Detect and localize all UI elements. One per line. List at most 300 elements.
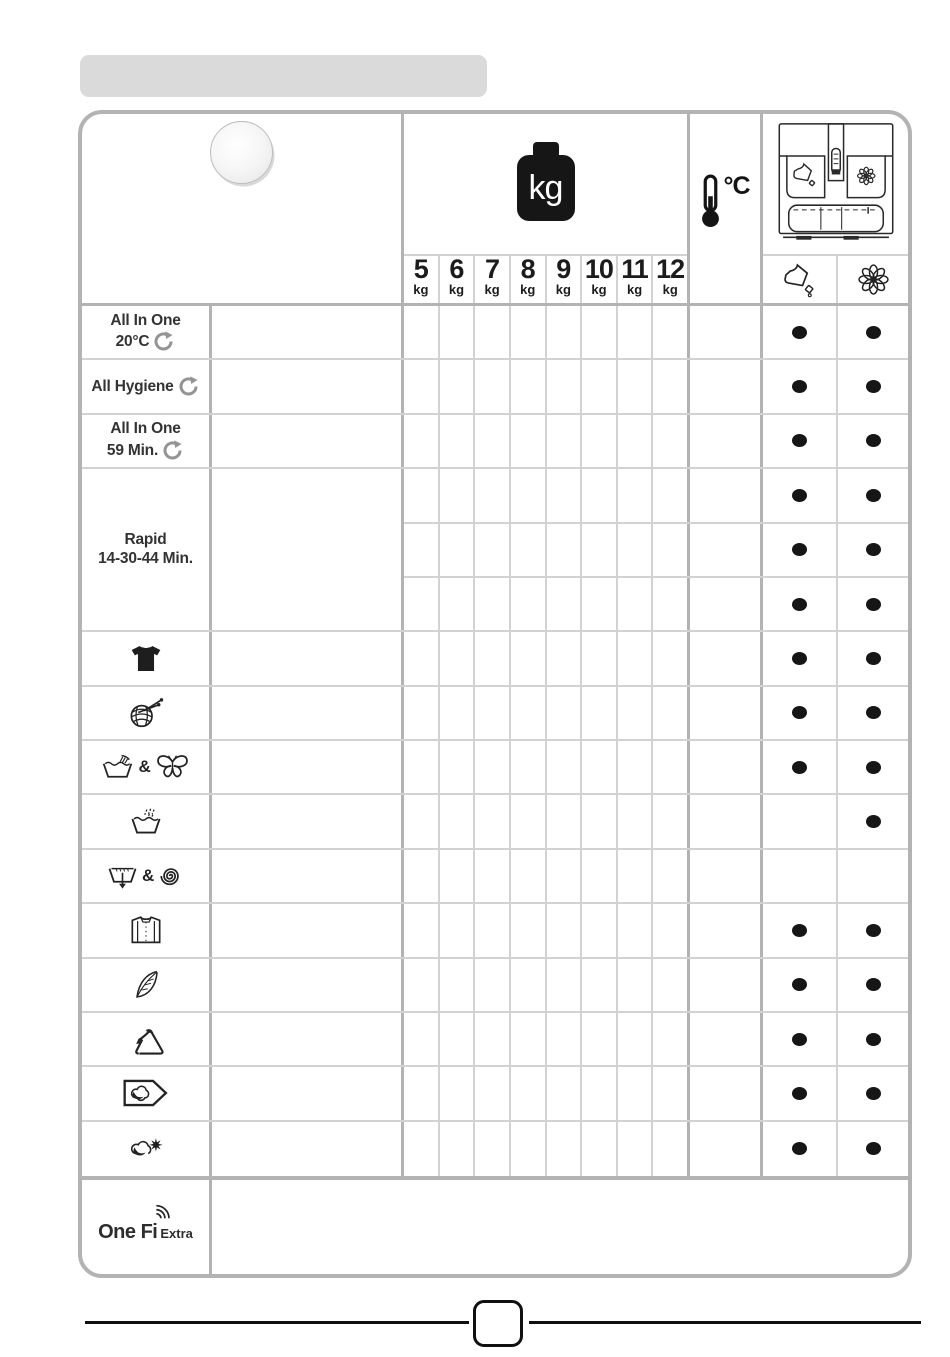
softener-cell: [838, 687, 908, 739]
ampersand-joiner: &: [138, 757, 151, 777]
load-cell: [582, 741, 618, 793]
program-description-cotton-star: [212, 1122, 404, 1176]
load-capacity-header: [404, 114, 690, 303]
drawer-liquid-detergent-cup-icon: [793, 164, 814, 186]
load-cell: [618, 795, 654, 847]
capacity-value: 5: [413, 254, 428, 285]
load-cell: [653, 1067, 687, 1119]
temperature-cell: [690, 360, 763, 412]
program-row-delicates: [82, 741, 908, 795]
softener-dot: [866, 380, 881, 393]
program-description-drain-spin: [212, 850, 404, 902]
program-label-wool: [82, 687, 212, 739]
program-label-cotton-star: [82, 1122, 212, 1176]
program-label-all-hygiene: [82, 360, 212, 412]
capacity-column-6kg: [440, 256, 476, 303]
capacity-column-8kg: [511, 256, 547, 303]
load-cell: [547, 687, 583, 739]
load-cell: [618, 741, 654, 793]
load-cell: [511, 469, 547, 521]
load-cell: [404, 959, 440, 1011]
program-table: [78, 110, 912, 1278]
detergent-column-header: [763, 114, 908, 303]
load-cell: [475, 1013, 511, 1065]
one-fi-label: One Fi: [98, 1220, 158, 1243]
temperature-cell: [690, 415, 763, 467]
load-cell: [653, 632, 687, 684]
program-label-line: 59 Min.: [107, 439, 184, 462]
program-description-delicates: [212, 741, 404, 793]
rapid-sub-row: [404, 469, 908, 523]
load-cell: [653, 524, 687, 576]
detergent-dot: [792, 1142, 807, 1155]
temperature-cell: [690, 904, 763, 956]
load-cell: [511, 1067, 547, 1119]
capacity-column-10kg: [582, 256, 618, 303]
liquid-detergent-cell: [763, 1122, 838, 1176]
program-row-rapid: [82, 469, 908, 632]
load-cell: [475, 741, 511, 793]
softener-cell: [838, 1013, 908, 1065]
program-row-cotton-star: [82, 1122, 908, 1176]
load-cell: [582, 1067, 618, 1119]
footer-rule-left: [85, 1321, 469, 1324]
load-cell: [618, 578, 654, 630]
load-cell: [653, 959, 687, 1011]
load-cell: [547, 1067, 583, 1119]
load-cell: [404, 1067, 440, 1119]
load-cells: [404, 904, 690, 956]
temperature-cell: [690, 850, 763, 902]
load-cell: [547, 850, 583, 902]
capacity-value: 8: [520, 254, 535, 285]
program-row-synthetics: [82, 1013, 908, 1067]
softener-dot: [866, 326, 881, 339]
softener-column-header: [838, 256, 908, 303]
capacity-value: 7: [485, 254, 500, 285]
softener-cell: [838, 306, 908, 358]
load-cell: [618, 469, 654, 521]
detergent-dot: [792, 978, 807, 991]
detergent-drawer-diagram: [763, 114, 908, 256]
capacity-value: 11: [621, 254, 648, 285]
rinse-tub-icon: [129, 807, 163, 836]
load-cell: [404, 578, 440, 630]
detergent-dot: [792, 543, 807, 556]
load-cells: [404, 306, 690, 358]
load-cell: [440, 415, 476, 467]
load-cell: [582, 632, 618, 684]
load-cell: [653, 904, 687, 956]
load-cell: [582, 469, 618, 521]
page-number-box: [473, 1300, 523, 1347]
softener-cell: [838, 578, 908, 630]
detergent-dot: [792, 652, 807, 665]
load-cells: [404, 1067, 690, 1119]
load-cell: [440, 469, 476, 521]
program-row-rinse: [82, 795, 908, 849]
program-column-header: [82, 114, 404, 303]
softener-dot: [866, 1087, 881, 1100]
program-label-down: [82, 959, 212, 1011]
softener-dot: [866, 652, 881, 665]
handwash-tub-icon: [101, 754, 134, 780]
load-cell: [440, 306, 476, 358]
temperature-cell: [690, 306, 763, 358]
load-cell: [404, 904, 440, 956]
load-cell: [582, 306, 618, 358]
load-cell: [547, 360, 583, 412]
softener-dot: [866, 1033, 881, 1046]
program-row-shirts: [82, 904, 908, 958]
load-cell: [475, 632, 511, 684]
load-cell: [404, 469, 440, 521]
load-cell: [440, 524, 476, 576]
load-cell: [618, 1013, 654, 1065]
capacity-unit: kg: [591, 281, 607, 297]
program-row-drain-spin: [82, 850, 908, 904]
softener-cell: [838, 469, 908, 521]
softener-cell: [838, 415, 908, 467]
capacity-unit: kg: [662, 281, 678, 297]
drawer-softener-flower-icon: [857, 167, 874, 184]
load-cell: [404, 415, 440, 467]
load-cells: [404, 524, 690, 576]
program-description-rinse: [212, 795, 404, 847]
load-cell: [440, 632, 476, 684]
softener-dot: [866, 543, 881, 556]
liquid-detergent-cell: [763, 795, 838, 847]
load-cell: [475, 959, 511, 1011]
detergent-dot: [792, 1087, 807, 1100]
capacity-unit: kg: [413, 281, 429, 297]
softener-dot: [866, 598, 881, 611]
load-cell: [440, 795, 476, 847]
program-label-line: 20°C: [116, 330, 176, 353]
load-cell: [475, 360, 511, 412]
load-cell: [475, 469, 511, 521]
liquid-detergent-cell: [763, 306, 838, 358]
load-cell: [582, 795, 618, 847]
detergent-dot: [792, 489, 807, 502]
capacity-column-5kg: [404, 256, 440, 303]
rotate-arrow-icon: [161, 439, 184, 462]
program-label-all-in-one-59: [82, 415, 212, 467]
capacity-column-9kg: [547, 256, 583, 303]
load-cell: [582, 578, 618, 630]
temperature-cell: [690, 1122, 763, 1176]
load-cells: [404, 632, 690, 684]
celsius-label: °C: [723, 172, 750, 200]
rotate-arrow-icon: [177, 375, 200, 398]
capacity-unit: kg: [448, 281, 465, 297]
program-label-shirts: [82, 904, 212, 956]
load-cell: [618, 632, 654, 684]
program-label-rapid: [82, 469, 212, 630]
load-cell: [475, 578, 511, 630]
program-label-synthetics: [82, 1013, 212, 1065]
load-cell: [582, 524, 618, 576]
capacity-unit: kg: [626, 281, 643, 297]
program-description-wool: [212, 687, 404, 739]
detergent-dot: [792, 380, 807, 393]
dark-tshirt-icon: [129, 644, 163, 673]
load-cell: [440, 687, 476, 739]
temperature-cell: [690, 524, 763, 576]
program-label-rinse: [82, 795, 212, 847]
ampersand-joiner: &: [141, 865, 155, 885]
load-cell: [404, 1013, 440, 1065]
temperature-cell: [690, 1067, 763, 1119]
spin-spiral-icon: [158, 863, 184, 889]
rapid-sub-rows: [404, 469, 908, 630]
load-cell: [404, 1122, 440, 1176]
liquid-detergent-cell: [763, 1067, 838, 1119]
program-row-wool: [82, 687, 908, 741]
load-cell: [547, 741, 583, 793]
load-cell: [547, 795, 583, 847]
load-cell: [440, 1067, 476, 1119]
temperature-column-header: [690, 114, 763, 303]
load-cell: [653, 687, 687, 739]
temperature-cell: [690, 632, 763, 684]
load-cells: [404, 687, 690, 739]
softener-flower-icon: [856, 262, 891, 297]
capacity-value: 10: [584, 254, 613, 285]
load-cell: [511, 959, 547, 1011]
kg-weight-body: [517, 155, 575, 221]
one-fi-extra-description-cell: [212, 1180, 908, 1274]
softener-dot: [866, 761, 881, 774]
program-label-line: All In One: [110, 311, 181, 329]
program-description-cotton-eco: [212, 1067, 404, 1119]
softener-cell: [838, 741, 908, 793]
detergent-dot: [792, 924, 807, 937]
load-cell: [475, 306, 511, 358]
program-description-all-in-one-59: [212, 415, 404, 467]
load-cell: [511, 850, 547, 902]
load-cell: [653, 415, 687, 467]
load-cell: [404, 524, 440, 576]
capacity-value: 12: [656, 254, 685, 285]
load-cell: [440, 904, 476, 956]
liquid-detergent-cell: [763, 415, 838, 467]
softener-cell: [838, 904, 908, 956]
liquid-detergent-cell: [763, 850, 838, 902]
rapid-sub-row: [404, 578, 908, 630]
load-cell: [653, 795, 687, 847]
synthetics-triangle-icon: [127, 1022, 165, 1057]
load-cell: [547, 632, 583, 684]
program-label-all-in-one-20: [82, 306, 212, 358]
program-description-down: [212, 959, 404, 1011]
shirt-outline-icon: [128, 915, 164, 945]
cotton-eco-arrow-icon: [122, 1078, 169, 1108]
load-cell: [404, 306, 440, 358]
load-cell: [404, 687, 440, 739]
load-cell: [547, 904, 583, 956]
load-cell: [618, 959, 654, 1011]
load-cell: [475, 850, 511, 902]
program-description-all-in-one-20: [212, 306, 404, 358]
load-cell: [582, 904, 618, 956]
detergent-dot: [792, 1033, 807, 1046]
load-cell: [440, 1013, 476, 1065]
program-label-line: All In One: [110, 420, 181, 438]
temperature-cell: [690, 1013, 763, 1065]
load-cell: [511, 687, 547, 739]
load-cell: [475, 415, 511, 467]
capacity-column-7kg: [475, 256, 511, 303]
softener-cell: [838, 524, 908, 576]
load-cell: [475, 1067, 511, 1119]
load-cell: [653, 850, 687, 902]
detergent-dot: [792, 761, 807, 774]
liquid-detergent-cell: [763, 360, 838, 412]
load-cell: [404, 632, 440, 684]
program-label-darks: [82, 632, 212, 684]
liquid-detergent-cell: [763, 1013, 838, 1065]
liquid-detergent-cell: [763, 904, 838, 956]
softener-cell: [838, 959, 908, 1011]
load-cell: [440, 360, 476, 412]
load-cell: [511, 1122, 547, 1176]
load-cell: [404, 360, 440, 412]
program-row-cotton-eco: [82, 1067, 908, 1121]
load-cell: [404, 795, 440, 847]
load-cells: [404, 795, 690, 847]
softener-dot: [866, 1142, 881, 1155]
softener-cell: [838, 1067, 908, 1119]
load-cells: [404, 360, 690, 412]
capacity-column-12kg: [653, 256, 687, 303]
load-cell: [511, 795, 547, 847]
load-cell: [404, 850, 440, 902]
load-cell: [547, 415, 583, 467]
load-cells: [404, 469, 690, 521]
program-description-shirts: [212, 904, 404, 956]
softener-cell: [838, 795, 908, 847]
load-cell: [547, 469, 583, 521]
load-cell: [582, 1122, 618, 1176]
load-cell: [653, 306, 687, 358]
temperature-cell: [690, 959, 763, 1011]
extra-label: Extra: [160, 1225, 193, 1241]
load-cell: [440, 578, 476, 630]
load-cell: [653, 1122, 687, 1176]
load-cell: [582, 687, 618, 739]
load-cells: [404, 578, 690, 630]
load-cell: [511, 306, 547, 358]
cotton-boll-star-icon: [127, 1134, 165, 1164]
softener-dot: [866, 434, 881, 447]
kg-badge-label: kg: [528, 169, 563, 207]
kg-weight-icon: [517, 142, 575, 232]
program-label-line: Rapid: [124, 531, 167, 549]
load-cell: [547, 306, 583, 358]
program-description-synthetics: [212, 1013, 404, 1065]
load-cell: [618, 850, 654, 902]
capacity-column-11kg: [618, 256, 654, 303]
liquid-detergent-column-header: [763, 256, 838, 303]
load-cell: [618, 415, 654, 467]
detergent-subcolumns: [763, 256, 908, 303]
load-cell: [653, 1013, 687, 1065]
load-cell: [511, 578, 547, 630]
temperature-cell: [690, 469, 763, 521]
load-cell: [582, 360, 618, 412]
load-cell: [475, 795, 511, 847]
capacity-unit: kg: [520, 281, 536, 297]
load-cells: [404, 959, 690, 1011]
load-cell: [618, 360, 654, 412]
softener-dot: [866, 706, 881, 719]
capacity-unit: kg: [484, 281, 500, 297]
drain-tub-icon: [107, 862, 138, 890]
load-cell: [618, 306, 654, 358]
table-header: [82, 114, 908, 306]
load-cell: [618, 1067, 654, 1119]
one-fi-extra-cell: [82, 1180, 212, 1274]
load-cell: [618, 1122, 654, 1176]
load-cell: [511, 524, 547, 576]
load-cell: [547, 524, 583, 576]
softener-dot: [866, 924, 881, 937]
load-cell: [511, 1013, 547, 1065]
program-row-all-in-one-59: [82, 415, 908, 469]
capacity-value: 9: [556, 254, 571, 285]
liquid-detergent-cell: [763, 687, 838, 739]
load-cell: [475, 1122, 511, 1176]
footer-rule-right: [529, 1321, 921, 1324]
temperature-cell: [690, 741, 763, 793]
softener-cell: [838, 850, 908, 902]
program-label-drain-spin: [82, 850, 212, 902]
load-cell: [653, 469, 687, 521]
load-cell: [653, 578, 687, 630]
wifi-signal-icon: [154, 1203, 174, 1226]
capacity-unit: kg: [555, 281, 571, 297]
detergent-dot: [792, 598, 807, 611]
softener-dot: [866, 978, 881, 991]
load-cell: [547, 578, 583, 630]
load-cell: [547, 959, 583, 1011]
load-cell: [511, 415, 547, 467]
load-cells: [404, 850, 690, 902]
load-cell: [582, 1013, 618, 1065]
detergent-dot: [792, 434, 807, 447]
section-title-bar: [80, 55, 487, 97]
load-cell: [618, 687, 654, 739]
capacity-value: 6: [449, 254, 464, 285]
load-cell: [618, 904, 654, 956]
program-description-rapid: [212, 469, 404, 630]
program-label-line: All Hygiene: [91, 375, 199, 398]
load-cell: [475, 524, 511, 576]
program-row-all-in-one-20: [82, 306, 908, 360]
liquid-detergent-cell: [763, 741, 838, 793]
load-cell: [582, 850, 618, 902]
load-cell: [618, 524, 654, 576]
liquid-detergent-cell: [763, 469, 838, 521]
program-description-darks: [212, 632, 404, 684]
load-cell: [511, 360, 547, 412]
load-cell: [440, 850, 476, 902]
load-cell: [547, 1122, 583, 1176]
load-cells: [404, 1013, 690, 1065]
temperature-cell: [690, 687, 763, 739]
liquid-detergent-cell: [763, 524, 838, 576]
